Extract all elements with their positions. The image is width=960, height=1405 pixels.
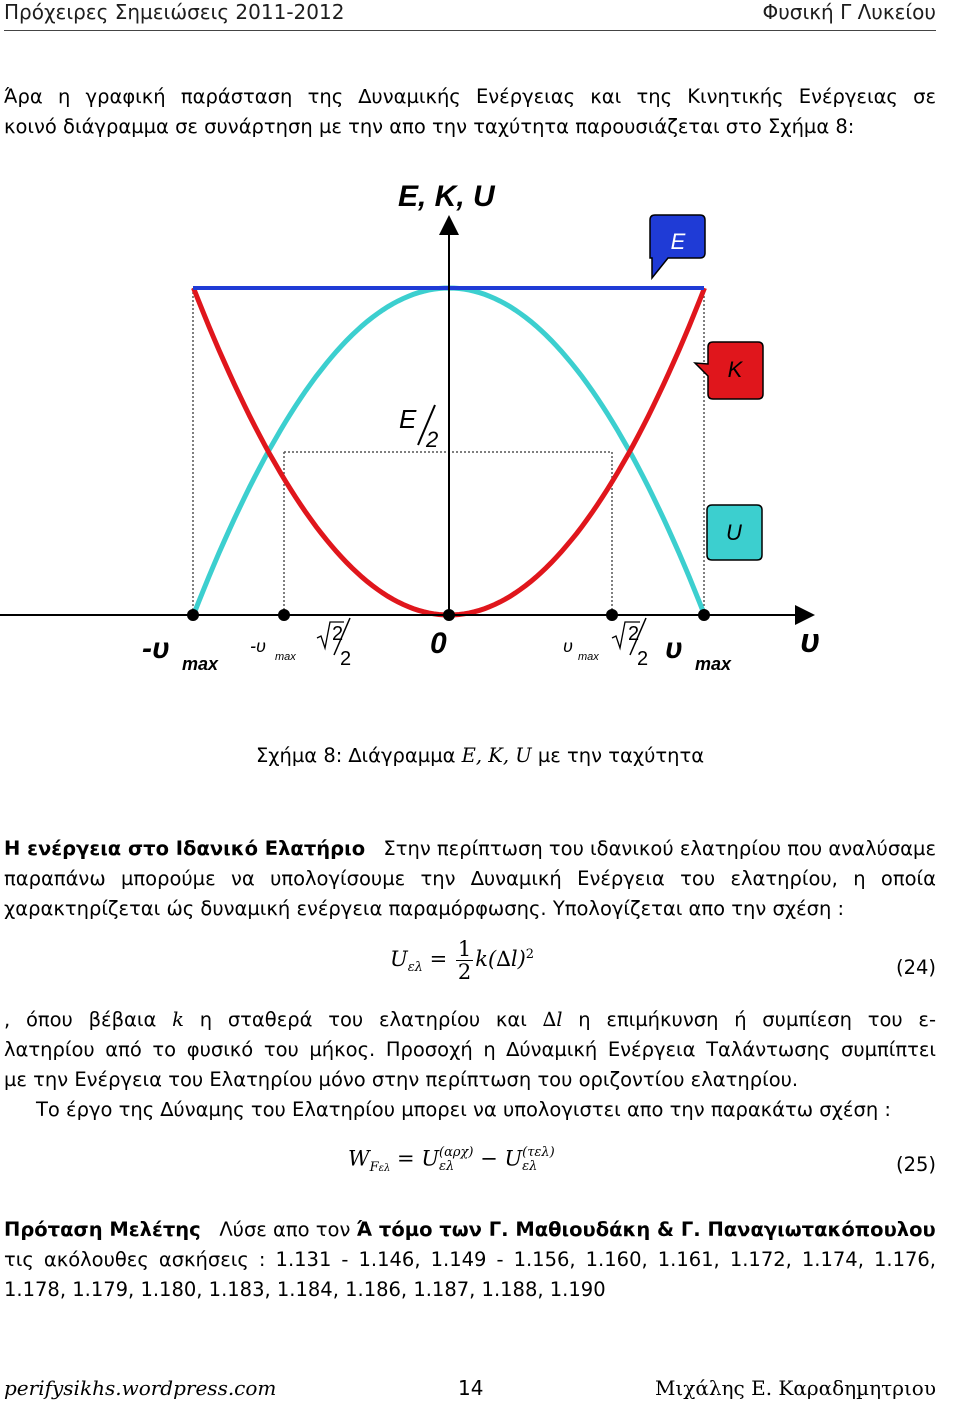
half-energy-label: [399, 404, 438, 452]
eq25-u2-scripts: [522, 1146, 555, 1174]
tick-label-neg-vmax: [142, 632, 219, 674]
tick-point-pos-vmax: [698, 609, 710, 621]
section1-title: Η ενέργεια στο Ιδανικό Ελατήριο: [4, 837, 366, 860]
section-study-proposal: [4, 1215, 936, 1305]
after24-k: k: [172, 1008, 184, 1031]
eq25-u1-scripts: [439, 1146, 473, 1174]
tick-label-neg-vmax-sqrt: [250, 618, 351, 670]
after24-line-2: λατηρίου από το φυσικό του µήκος. Προσοχή η ∆ύναµική Ενέργεια Ταλάντωσης συµπίπτει: [4, 1038, 936, 1061]
callout-K: [695, 342, 763, 399]
tick-pos-sqrt-num: 2: [628, 623, 640, 645]
eq24-rhs-sup: 2: [525, 947, 535, 962]
tick-point-zero: [443, 609, 455, 621]
section1-line-2: παραπάνω µπορούµε να υπολογίσουµε την ∆υναµική Ενέργεια του ελατηρίου, η οποία: [4, 867, 936, 890]
half-energy-num: E: [399, 404, 417, 434]
tick-neg-vmax-sqrt-main: -υ: [250, 636, 266, 656]
eq24-num: 1: [457, 937, 472, 961]
after24-line-1: [4, 1005, 936, 1035]
caption-prefix: Σχήµα 8: ∆ιάγραµµα: [255, 744, 456, 767]
section1-line1-rest: Στην περίπτωση του ιδανικού ελατηρίου που αναλύσαµε: [383, 837, 936, 860]
eq25-u1-sup: (αρχ): [439, 1145, 474, 1160]
callout-K-label: K: [727, 357, 743, 382]
after24-line-3: µε την Ενέργεια του Ελατηρίου µόνο στην περίπτωση του οριζοντίου ελατηρίου.: [4, 1068, 799, 1091]
half-energy-den: 2: [426, 427, 439, 452]
tick-pos-vmax-sqrt-sub: max: [578, 651, 599, 663]
header-rule: [4, 30, 936, 31]
eq25-lhs-sub-F: F: [369, 1159, 379, 1175]
tick-point-neg-vmax-sqrt: [278, 609, 290, 621]
eq24-den: 2: [457, 960, 472, 984]
intro-line-1: Άρα η γραφική παράσταση της ∆υναµικής Ενέργειας και της Κινητικής Ενέργειας σε: [4, 85, 936, 108]
header-left: Πρόχειρες Σηµειώσεις 2011-2012: [4, 0, 345, 24]
intro-line-2: κοινό διάγραµµα σε συνάρτηση µε την απο την ταχύτητα παρουσιάζεται στο Σχήµα 8:: [4, 115, 855, 138]
callout-E-label: E: [670, 229, 686, 254]
eq24-equals: =: [429, 947, 448, 971]
tick-pos-sqrt-den: 2: [637, 648, 649, 670]
tick-neg-vmax-sqrt-sub: max: [275, 651, 296, 663]
tick-neg-vmax-sub: max: [182, 654, 219, 674]
section2-line-1: [4, 1215, 936, 1245]
eq25-lhs-sub: [370, 1160, 391, 1175]
tick-point-neg-vmax: [187, 609, 199, 621]
tick-neg-sqrt-num: 2: [332, 623, 344, 645]
intro-paragraph: [4, 82, 936, 142]
after24-line1-b: η σταθερά του ελατηρίου και: [199, 1008, 527, 1031]
eq25-u1: U: [421, 1146, 440, 1171]
tick-point-pos-vmax-sqrt: [606, 609, 618, 621]
eq25-number: (25): [895, 1153, 936, 1176]
eq25-lhs: W: [348, 1146, 370, 1171]
caption-suffix: µε την ταχύτητα: [537, 744, 705, 767]
tick-pos-vmax-sqrt-main: υ: [563, 636, 573, 656]
tick-pos-vmax-sub: max: [695, 654, 732, 674]
section2-line1-b: Ά τόµο των Γ. Μαθιουδάκη & Γ. Παναγιωτακόπουλου: [356, 1218, 936, 1241]
after24-line-4: Το έργο της ∆ύναµης του Ελατηρίου µπορει να υπολογιστει απο την παρακάτω σχέση :: [36, 1098, 891, 1121]
eq24-rhs: k(∆l): [475, 947, 526, 971]
tick-label-pos-vmax-sqrt: [563, 618, 648, 670]
after24-line1-a: , όπου βέβαια: [4, 1008, 157, 1031]
y-axis-label: E, K, U: [398, 180, 495, 213]
tick-neg-sqrt-den: 2: [340, 648, 352, 670]
header-right: Φυσική Γ Λυκείου: [762, 0, 936, 24]
tick-pos-vmax-main: υ: [665, 632, 683, 665]
callout-E: [650, 215, 705, 278]
energy-velocity-diagram: [0, 170, 960, 710]
x-axis-label: υ: [800, 622, 821, 660]
after-eq24-paragraph: [4, 1005, 936, 1125]
callout-U-label: U: [726, 520, 742, 545]
section2-line1-a: Λύσε απο τον: [219, 1218, 351, 1241]
eq25-equals: =: [397, 1146, 415, 1171]
eq25-minus: −: [480, 1146, 498, 1171]
section2-title: Πρόταση Μελέτης: [4, 1218, 201, 1241]
equation-24: [390, 938, 534, 983]
section-ideal-spring: [4, 834, 936, 924]
tick-label-pos-vmax: [665, 632, 732, 674]
footer-website: perifysikhs.wordpress.com: [4, 1376, 277, 1400]
after24-line1-c: η επιµήκυνση ή συµπίεση του ε-: [578, 1008, 937, 1031]
eq25-u2-sub: ελ: [522, 1159, 538, 1174]
eq24-fraction: [456, 938, 473, 983]
tick-label-zero: 0: [430, 627, 447, 660]
caption-symbols: E, K, U: [461, 744, 532, 767]
section2-line-3: 1.178, 1.179, 1.180, 1.183, 1.184, 1.186, 1.187, 1.188, 1.190: [4, 1278, 606, 1301]
eq24-lhs: U: [390, 947, 408, 971]
section1-line-1: [4, 834, 936, 864]
footer-author: Μιχάλης Ε. Καραδηµητριου: [654, 1376, 936, 1400]
eq24-number: (24): [895, 956, 936, 979]
footer-page-number: 14: [458, 1376, 484, 1400]
eq24-lhs-sub: ελ: [407, 960, 423, 976]
after24-dl: ∆l: [542, 1008, 563, 1031]
section1-line-3: χαρακτηρίζεται ώς δυναµική ενέργεια παραµόρφωσης. Υπολογίζεται απο την σχέση :: [4, 897, 845, 920]
callout-U: [707, 505, 762, 560]
tick-neg-vmax-main: -υ: [142, 632, 170, 665]
eq25-u2: U: [504, 1146, 523, 1171]
eq25-lhs-subsub: ελ: [378, 1162, 391, 1174]
figure-caption: [0, 744, 960, 767]
equation-25: [348, 1146, 555, 1175]
eq25-u1-sub: ελ: [439, 1159, 455, 1174]
eq25-u2-sup: (τελ): [522, 1145, 555, 1160]
section2-line-2: τις ακόλουθες ασκήσεις : 1.131 - 1.146, 1.149 - 1.156, 1.160, 1.161, 1.172, 1.174, 1.176,: [4, 1248, 936, 1271]
